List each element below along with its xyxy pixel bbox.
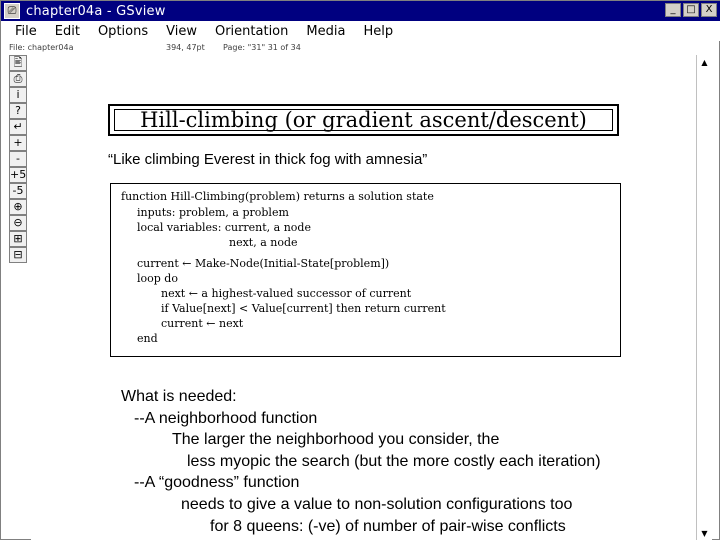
algorithm-line: if Value[next] < Value[current] then return current [161, 302, 446, 315]
info-icon[interactable]: i [9, 87, 27, 103]
file-name-readout: File: chapter04a [9, 43, 74, 52]
algorithm-line: current ← next [161, 317, 244, 330]
slide-quote: “Like climbing Everest in thick fog with amnesia” [108, 151, 428, 168]
minimize-button[interactable]: _ [665, 3, 681, 17]
algorithm-line: next, a node [229, 236, 298, 249]
menu-edit[interactable]: Edit [54, 23, 80, 39]
window-title: chapter04a - GSview [26, 3, 166, 19]
note-line: The larger the neighborhood you consider, the [172, 431, 500, 448]
algorithm-line: current ← Make-Node(Initial-State[problem]) [137, 257, 390, 270]
menu-options[interactable]: Options [97, 23, 149, 39]
skip-forward-5-icon[interactable]: +5 [10, 168, 27, 181]
skip-back-5-icon[interactable]: -5 [9, 183, 27, 199]
menu-bar [1, 21, 720, 41]
zoom-out-icon[interactable]: ⊖ [9, 215, 27, 231]
next-page-icon[interactable]: + [9, 135, 27, 151]
fit-page-icon[interactable]: ⊞ [9, 231, 27, 247]
note-line: --A “goodness” function [134, 474, 300, 491]
note-line: needs to give a value to non-solution configurations too [181, 496, 573, 513]
scroll-down-icon[interactable]: ▼ [697, 526, 712, 540]
algorithm-line: inputs: problem, a problem [137, 206, 289, 219]
title-bar [1, 1, 720, 21]
note-line: What is needed: [121, 388, 237, 405]
goto-page-icon[interactable]: ↵ [9, 119, 27, 135]
close-button[interactable]: X [701, 3, 717, 17]
algorithm-line: loop do [137, 272, 178, 285]
vertical-toolbar [9, 55, 27, 263]
scroll-up-icon[interactable]: ▲ [697, 55, 712, 70]
note-line: for 8 queens: (-ve) of number of pair-wise conflicts [210, 518, 566, 535]
slide-title: Hill-climbing (or gradient ascent/descent) [108, 104, 619, 136]
vertical-scrollbar[interactable] [696, 55, 712, 540]
cursor-coords-readout: 394, 47pt [166, 43, 205, 52]
algorithm-line: next ← a highest-valued successor of current [161, 287, 412, 300]
menu-orientation[interactable]: Orientation [214, 23, 289, 39]
window-controls [665, 3, 717, 17]
algorithm-line: local variables: current, a node [137, 221, 311, 234]
previous-page-icon[interactable]: - [9, 151, 27, 167]
algorithm-line: end [137, 332, 158, 345]
algorithm-box [110, 183, 621, 357]
status-info-bar [1, 41, 720, 54]
menu-help[interactable]: Help [363, 23, 394, 39]
zoom-in-icon[interactable]: ⊕ [9, 199, 27, 215]
note-line: --A neighborhood function [134, 410, 318, 427]
algorithm-line: function Hill-Climbing(problem) returns a solution state [121, 190, 434, 203]
help-icon[interactable]: ? [9, 103, 27, 119]
open-file-icon[interactable]: 🖹 [9, 55, 27, 71]
menu-media[interactable]: Media [306, 23, 346, 39]
speaker-notes-overlay [113, 381, 698, 540]
page-number-readout: Page: "31" 31 of 34 [223, 43, 301, 52]
note-line: less myopic the search (but the more costly each iteration) [187, 453, 601, 470]
gsview-app-icon[interactable]: ⎚ [4, 3, 20, 19]
maximize-button[interactable]: □ [683, 3, 699, 17]
print-icon[interactable]: ⎙ [9, 71, 27, 87]
fit-width-icon[interactable]: ⊟ [9, 247, 27, 263]
menu-file[interactable]: File [15, 23, 37, 39]
menu-view[interactable]: View [166, 23, 197, 39]
